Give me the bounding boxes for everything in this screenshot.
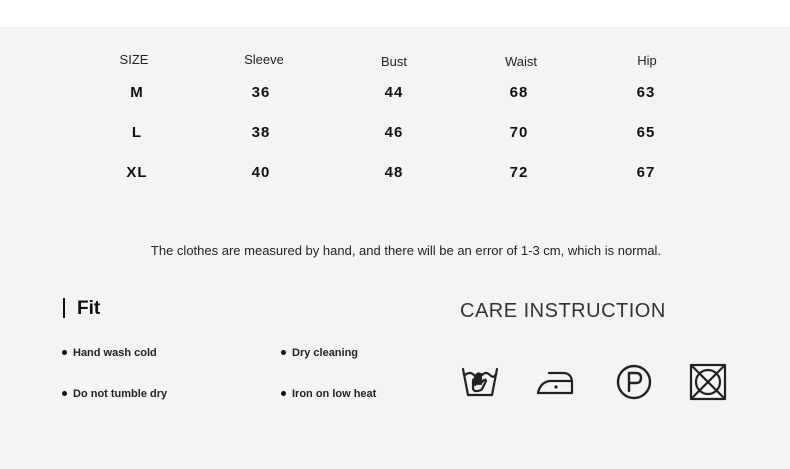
header-size: SIZE bbox=[119, 52, 149, 67]
cell-sleeve: 40 bbox=[251, 164, 271, 181]
cell-bust: 48 bbox=[384, 164, 404, 181]
hand-wash-icon bbox=[460, 361, 500, 401]
care-instruction-title: CARE INSTRUCTION bbox=[460, 300, 666, 322]
cell-bust: 44 bbox=[384, 84, 404, 101]
fit-item-label: Dry cleaning bbox=[292, 347, 359, 359]
do-not-tumble-dry-icon bbox=[688, 361, 728, 401]
cell-waist: 68 bbox=[509, 84, 529, 101]
header-waist: Waist bbox=[504, 54, 538, 69]
fit-title: Fit bbox=[77, 298, 101, 319]
header-hip: Hip bbox=[637, 53, 657, 68]
cell-hip: 67 bbox=[636, 164, 656, 181]
cell-sleeve: 36 bbox=[251, 84, 271, 101]
bullet-icon bbox=[281, 350, 286, 355]
iron-low-heat-icon bbox=[535, 361, 575, 401]
dry-clean-p-icon bbox=[614, 361, 654, 401]
fit-item-iron-low bbox=[281, 388, 376, 400]
fit-item-label: Hand wash cold bbox=[73, 347, 157, 359]
fit-item-no-tumble-dry bbox=[62, 388, 167, 400]
cell-size: L bbox=[131, 124, 143, 141]
top-strip bbox=[0, 0, 790, 27]
size-table bbox=[0, 40, 790, 200]
cell-bust: 46 bbox=[384, 124, 404, 141]
cell-hip: 63 bbox=[636, 84, 656, 101]
bullet-icon bbox=[281, 391, 286, 396]
fit-item-hand-wash bbox=[62, 347, 157, 359]
cell-size: M bbox=[130, 84, 144, 101]
measurement-note: The clothes are measured by hand, and there will be an error of 1-3 cm, which is normal. bbox=[150, 243, 662, 258]
header-sleeve: Sleeve bbox=[244, 52, 284, 67]
bullet-icon bbox=[62, 350, 67, 355]
fit-item-label: Do not tumble dry bbox=[73, 388, 168, 400]
fit-item-dry-cleaning bbox=[281, 347, 358, 359]
cell-waist: 72 bbox=[509, 164, 529, 181]
header-bust: Bust bbox=[380, 54, 408, 69]
cell-waist: 70 bbox=[509, 124, 529, 141]
fit-title-bar bbox=[63, 298, 65, 318]
fit-item-label: Iron on low heat bbox=[292, 388, 377, 400]
cell-size: XL bbox=[126, 164, 148, 181]
cell-hip: 65 bbox=[636, 124, 656, 141]
cell-sleeve: 38 bbox=[251, 124, 271, 141]
bullet-icon bbox=[62, 391, 67, 396]
